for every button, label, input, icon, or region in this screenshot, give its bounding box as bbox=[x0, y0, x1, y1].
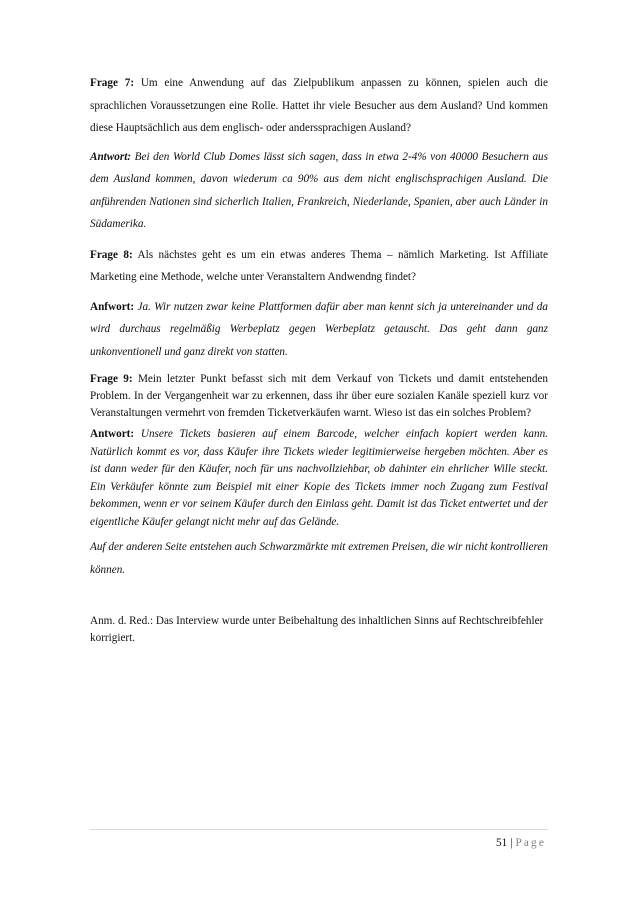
answer-9-label: Antwort: bbox=[90, 428, 135, 440]
answer-8 bbox=[90, 296, 548, 364]
answer-7-label: Antwort: bbox=[90, 150, 132, 163]
page-content bbox=[90, 72, 548, 647]
footer-separator: | bbox=[510, 837, 513, 849]
question-8-text: Als nächstes geht es um ein etwas anderes Thema – nämlich Marketing. Ist Affiliate Marketing eine Methode, welche unter Veranstaltern Andwendng findet? bbox=[90, 248, 548, 283]
page-number: 51 bbox=[496, 837, 508, 849]
answer-9-continued: Auf der anderen Seite entstehen auch Schwarzmärkte mit extremen Preisen, die wir nicht kontrollieren können. bbox=[90, 541, 548, 576]
footer-divider bbox=[90, 829, 548, 830]
answer-7-text: Bei den World Club Domes lässt sich sagen, dass in etwa 2-4% von 40000 Besuchern aus dem Ausland kommen, davon wiederum ca 90% aus dem nicht englischsprachigen Ausland. Die anführenden Nationen sind sicherlich Italien, Frankreich, Niederlande, Spanien, aber auch Länder in Südamerika. bbox=[90, 150, 548, 230]
answer-7 bbox=[90, 146, 548, 236]
question-9-label: Frage 9: bbox=[90, 373, 133, 385]
question-8-label: Frage 8: bbox=[90, 248, 133, 261]
question-9-text: Mein letzter Punkt befasst sich mit dem Verkauf von Tickets und damit entstehenden Problem. In der Vergangenheit war zu erkennen, dass ihr über eure sozialen Kanäle speziell kurz vor Veranstaltungen vermehrt von fremden Ticketverkäufen warnt. Wieso ist das ein solches Problem? bbox=[90, 373, 548, 419]
answer-8-label: Anfwort: bbox=[90, 300, 135, 313]
page-label: Page bbox=[515, 837, 546, 849]
answer-9-text: Unsere Tickets basieren auf einem Barcode, welcher einfach kopiert werden kann. Natürlich kommt es vor, dass Käufer ihre Tickets wieder legitimierweise hergeben möchten. Aber es ist dann weder für den Käufer, noch für uns nachvollziehbar, ob dahinter ein ehrlicher Wille steckt. Ein Verkäufer könnte zum Beispiel mit einer Kopie des Tickets immer noch Zugang zum Festival bekommen, wenn er vor seinem Käufer durch den Einlass geht. Damit ist das Ticket entwertet und der eigentliche Käufer gelangt nicht mehr auf das Gelände. bbox=[90, 428, 548, 528]
page-footer bbox=[496, 837, 546, 849]
answer-8-text: Ja. Wir nutzen zwar keine Plattformen dafür aber man kennt sich ja untereinander und da wird durchaus regelmäßig Werbeplatz gegen Werbeplatz getauscht. Das geht dann ganz unkonventionell und ganz direkt von statten. bbox=[90, 300, 548, 358]
editorial-note: Anm. d. Red.: Das Interview wurde unter Beibehaltung des inhaltlichen Sinns auf Rechtschreibfehler korrigiert. bbox=[90, 615, 544, 644]
question-8 bbox=[90, 244, 548, 289]
question-7 bbox=[90, 72, 548, 140]
question-9 bbox=[90, 371, 548, 422]
answer-9 bbox=[90, 426, 548, 531]
question-7-label: Frage 7: bbox=[90, 77, 135, 89]
question-7-text: Um eine Anwendung auf das Zielpublikum anpassen zu können, spielen auch die sprachlichen Voraussetzungen eine Rolle. Hattet ihr viele Besucher aus dem Ausland? Und kommen diese Hauptsächlich aus dem englisch- oder anderssprachigen Ausland? bbox=[90, 77, 548, 134]
